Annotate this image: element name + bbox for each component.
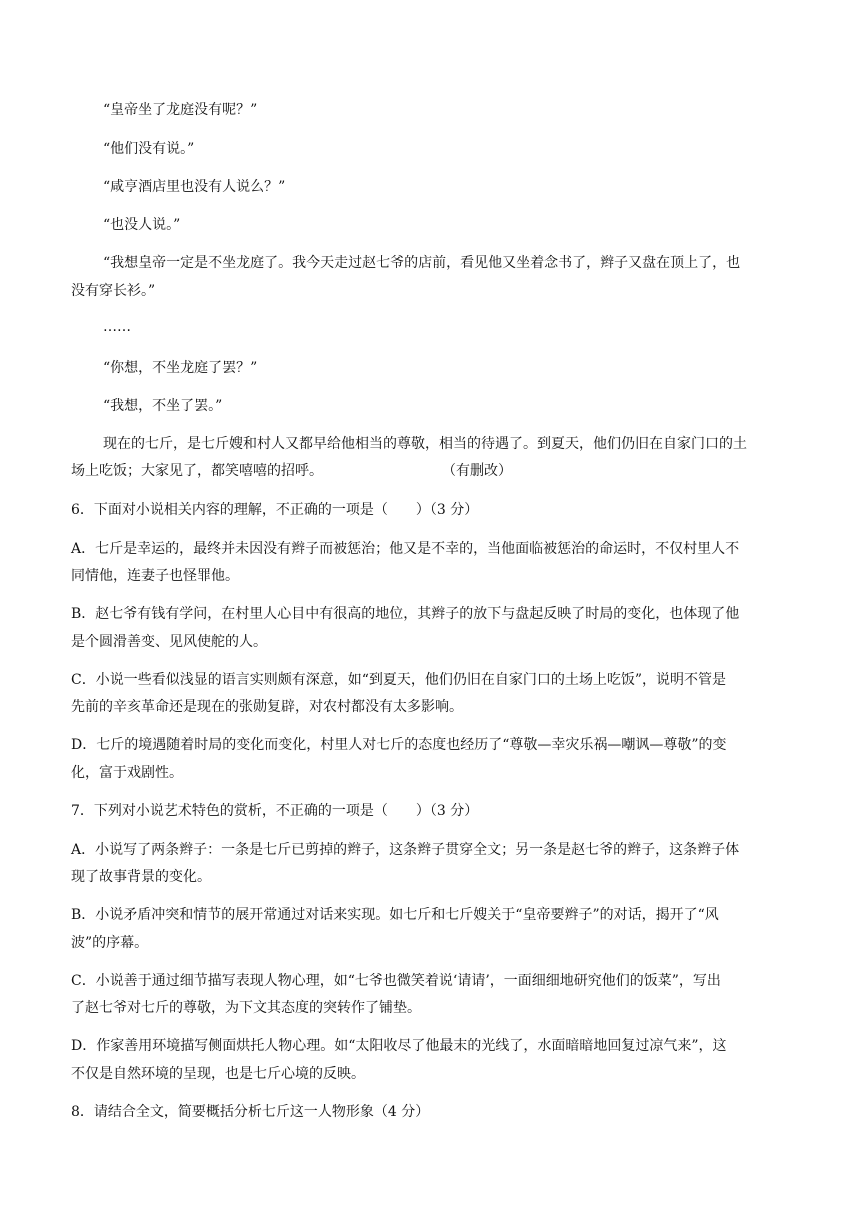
- dialogue-line: “咸亨酒店里也没有人说么？”: [103, 179, 286, 195]
- dialogue-line: 没有穿长衫。”: [71, 283, 156, 299]
- question-6-option-d: 化，富于戏剧性。: [71, 765, 183, 781]
- question-6-option-c: 先前的辛亥革命还是现在的张勋复辟，对农村都没有太多影响。: [71, 699, 463, 715]
- question-7-stem: 7．下列对小说艺术特色的赏析，不正确的一项是（ ）（3 分）: [71, 803, 479, 819]
- question-7-option-b: 波”的序幕。: [71, 935, 149, 951]
- dialogue-line: “也没人说。”: [103, 217, 181, 233]
- question-6-stem: 6．下面对小说相关内容的理解，不正确的一项是（ ）（3 分）: [71, 502, 479, 518]
- question-8-stem: 8．请结合全文，简要概括分析七斤这一人物形象（4 分）: [71, 1104, 430, 1120]
- question-7-option-b: B．小说矛盾冲突和情节的展开常通过对话来实现。如七斤和七斤嫂关于“皇帝要辫子”的对话，揭开了“风: [71, 907, 719, 923]
- dialogue-line: “我想，不坐了罢。”: [103, 398, 223, 414]
- question-6-option-a: 同情他，连妻子也怪罪他。: [71, 568, 239, 584]
- dialogue-line: “你想，不坐龙庭了罢？”: [103, 360, 258, 376]
- question-7-option-a: A．小说写了两条辫子：一条是七斤已剪掉的辫子，这条辫子贯穿全文；另一条是赵七爷的辫子，这条辫子体: [71, 842, 740, 858]
- dialogue-line: “皇帝坐了龙庭没有呢？”: [103, 102, 258, 118]
- question-7-option-d: 不仅是自然环境的呈现，也是七斤心境的反映。: [71, 1066, 365, 1082]
- ellipsis: ……: [103, 319, 131, 335]
- question-7-option-c: 了赵七爷对七斤的尊敬，为下文其态度的突转作了铺垫。: [71, 1000, 421, 1016]
- question-6-option-b: 是个圆滑善变、见风使舵的人。: [71, 634, 267, 650]
- question-6-option-b: B．赵七爷有钱有学问，在村里人心目中有很高的地位，其辫子的放下与盘起反映了时局的变化，也体现了他: [71, 606, 740, 622]
- question-6-option-c: C．小说一些看似浅显的语言实则颇有深意，如“到夏天，他们仍旧在自家门口的土场上吃饭”，说明不管是: [71, 672, 727, 688]
- source-note: （有删改）: [442, 463, 512, 479]
- narrative-line: 现在的七斤，是七斤嫂和村人又都早给他相当的尊敬，相当的待遇了。到夏天，他们仍旧在自家门口的土: [103, 436, 747, 452]
- question-7-option-a: 现了故事背景的变化。: [71, 869, 211, 885]
- question-7-option-d: D．作家善用环境描写侧面烘托人物心理。如“太阳收尽了他最末的光线了，水面暗暗地回复过凉气来”，这: [71, 1038, 727, 1054]
- dialogue-line: “他们没有说。”: [103, 141, 195, 157]
- dialogue-line: “我想皇帝一定是不坐龙庭了。我今天走过赵七爷的店前，看见他又坐着念书了，辫子又盘在顶上了，也: [103, 255, 741, 271]
- question-6-option-a: A．七斤是幸运的，最终并未因没有辫子而被惩治；他又是不幸的，当他面临被惩治的命运时，不仅村里人不: [71, 541, 740, 557]
- narrative-line: 场上吃饭；大家见了，都笑嘻嘻的招呼。: [71, 463, 323, 479]
- question-7-option-c: C．小说善于通过细节描写表现人物心理，如“七爷也微笑着说‘请请’，一面细细地研究他们的饭菜”，写出: [71, 973, 721, 989]
- question-6-option-d: D．七斤的境遇随着时局的变化而变化，村里人对七斤的态度也经历了“尊敬—幸灾乐祸—嘲讽—尊敬”的变: [71, 737, 727, 753]
